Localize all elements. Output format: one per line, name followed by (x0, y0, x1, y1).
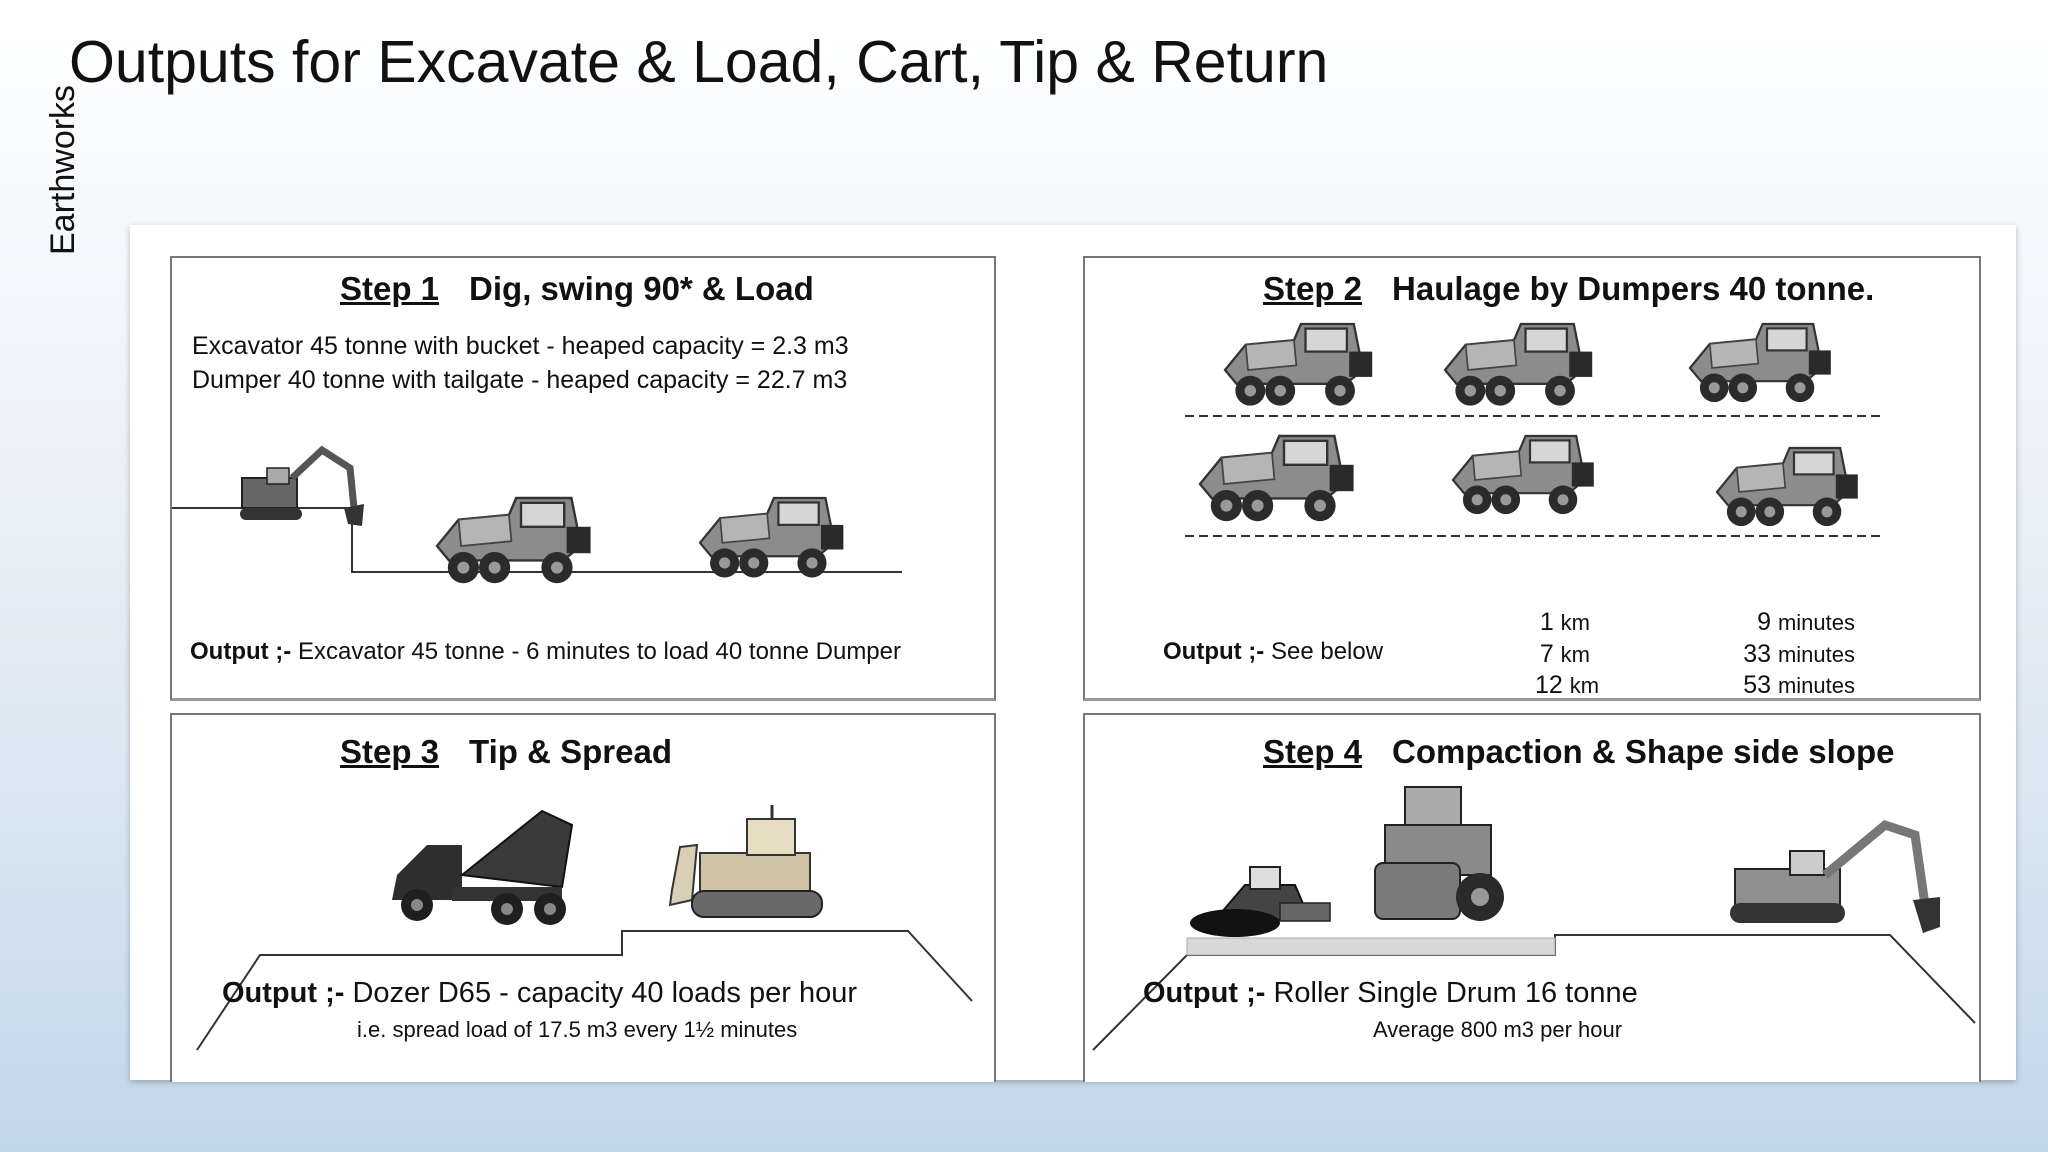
distance-row (1535, 671, 1600, 700)
step4-label: Step 4 (1263, 733, 1363, 770)
step1-illustration (172, 438, 992, 598)
step2-panel (1083, 256, 1981, 701)
diagram-sheet (130, 225, 2016, 1080)
time-unit: minutes (1777, 642, 1855, 667)
step4-output (1143, 977, 1638, 1010)
time-row (1735, 671, 1855, 700)
time-unit: minutes (1777, 610, 1855, 635)
distance-row (1535, 608, 1590, 637)
step3-illustration (172, 805, 992, 985)
step3-heading: Tip & Spread (469, 733, 672, 770)
dumper-truck-icon (1690, 324, 1831, 402)
slide-title: Outputs for Excavate & Load, Cart, Tip & Return (69, 29, 1329, 95)
step1-title (340, 270, 814, 308)
step3-output-label: Output ;- (222, 977, 345, 1009)
step1-line2: Dumper 40 tonne with tailgate - heaped capacity = 22.7 m3 (192, 366, 848, 394)
distance-unit: km (1560, 610, 1590, 635)
step4-heading: Compaction & Shape side slope (1392, 733, 1895, 770)
distance-value: 7 (1539, 640, 1554, 668)
time-value: 9 (1757, 608, 1771, 636)
dumper-truck-icon (1225, 324, 1372, 406)
distance-value: 12 (1535, 671, 1563, 699)
step2-heading: Haulage by Dumpers 40 tonne. (1392, 270, 1875, 307)
time-row (1735, 640, 1855, 669)
step1-panel (170, 256, 996, 701)
step2-output-label: Output ;- (1163, 638, 1265, 665)
tipper-truck-icon (392, 811, 572, 925)
time-value: 53 (1743, 671, 1771, 699)
step2-label: Step 2 (1263, 270, 1363, 307)
step4-output-label: Output ;- (1143, 977, 1266, 1009)
roller-icon (1375, 787, 1504, 921)
step2-output (1163, 638, 1383, 666)
step2-illustration (1085, 318, 1975, 538)
step2-output-text: See below (1270, 638, 1384, 665)
dumper-truck-icon (1445, 324, 1592, 406)
distance-row (1535, 640, 1590, 669)
step1-line1: Excavator 45 tonne with bucket - heaped capacity = 2.3 m3 (192, 332, 849, 360)
time-value: 33 (1743, 640, 1771, 668)
time-unit: minutes (1777, 673, 1855, 698)
step1-label: Step 1 (340, 270, 440, 307)
distance-unit: km (1569, 673, 1600, 698)
step1-output-text: Excavator 45 tonne - 6 minutes to load 40 tonne Dumper (297, 638, 901, 665)
step4-note: Average 800 m3 per hour (1373, 1017, 1623, 1042)
compactor-icon (1190, 867, 1330, 937)
dumper-truck-icon (1717, 448, 1858, 526)
time-row (1735, 608, 1855, 637)
dumper-truck-icon (1453, 436, 1594, 514)
step4-title (1263, 733, 1894, 771)
step4-output-text: Roller Single Drum 16 tonne (1273, 977, 1638, 1009)
dumper-truck-icon (437, 498, 591, 583)
step3-label: Step 3 (340, 733, 440, 770)
dumper-truck-icon (700, 498, 843, 578)
step3-panel (170, 713, 996, 1082)
distance-value: 1 (1539, 608, 1554, 636)
step4-illustration (1085, 785, 1975, 985)
step3-output-text: Dozer D65 - capacity 40 loads per hour (352, 977, 857, 1009)
step1-heading: Dig, swing 90* & Load (469, 270, 814, 307)
step3-note: i.e. spread load of 17.5 m3 every 1½ minutes (357, 1017, 798, 1042)
side-label: Earthworks (44, 84, 82, 255)
step2-title (1263, 270, 1874, 308)
excavator-icon (1730, 825, 1940, 933)
step1-output (190, 638, 901, 666)
dumper-truck-icon (1200, 436, 1354, 521)
step3-output (222, 977, 857, 1010)
step4-panel (1083, 713, 1981, 1082)
step1-output-label: Output ;- (190, 638, 292, 665)
excavator-icon (240, 450, 364, 526)
step3-title (340, 733, 672, 771)
dozer-icon (670, 805, 822, 917)
distance-unit: km (1560, 642, 1590, 667)
